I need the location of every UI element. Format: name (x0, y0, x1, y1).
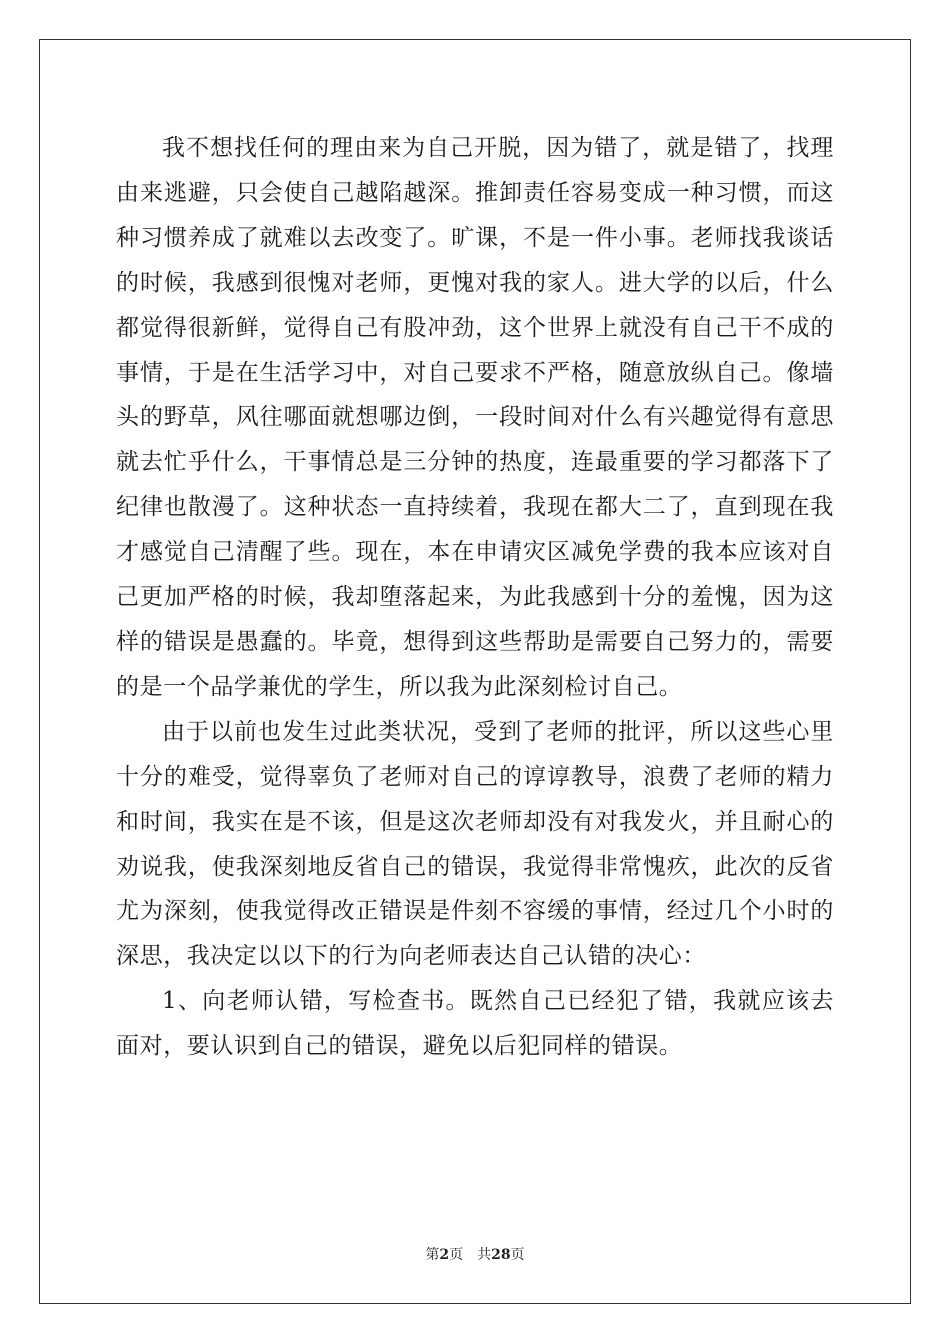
page-prefix: 第 (425, 1247, 440, 1263)
total-pages: 28 (491, 1247, 511, 1263)
page-footer (0, 1246, 950, 1264)
total-prefix: 共 (477, 1247, 492, 1263)
paragraph-2: 由于以前也发生过此类状况，受到了老师的批评，所以这些心里十分的难受，觉得辜负了老师对自己的谆谆教导，浪费了老师的精力和时间，我实在是不该，但是这次老师却没有对我发火，并且耐心的劝说我，使我深刻地反省自己的错误，我觉得非常愧疚，此次的反省尤为深刻，使我觉得改正错误是件刻不容缓的事情，经过几个小时的深思，我决定以以下的行为向老师表达自己认错的决心： (116, 718, 834, 970)
page-number: 2 (439, 1247, 450, 1263)
document-body (116, 126, 834, 1069)
paragraph-3: 1、向老师认错，写检查书。既然自己已经犯了错，我就应该去面对，要认识到自己的错误，避免以后犯同样的错误。 (116, 988, 834, 1060)
page-unit: 页 (449, 1247, 464, 1263)
paragraph-1: 我不想找任何的理由来为自己开脱，因为错了，就是错了，找理由来逃避，只会使自己越陷越深。推卸责任容易变成一种习惯，而这种习惯养成了就难以去改变了。旷课，不是一件小事。老师找我谈话的时候，我感到很愧对老师，更愧对我的家人。进大学的以后，什么都觉得很新鲜，觉得自己有股冲劲，这个世界上就没有自己干不成的事情，于是在生活学习中，对自己要求不严格，随意放纵自己。像墙头的野草，风往哪面就想哪边倒，一段时间对什么有兴趣觉得有意思就去忙乎什么，干事情总是三分钟的热度，连最重要的学习都落下了纪律也散漫了。这种状态一直持续着，我现在都大二了，直到现在我才感觉自己清醒了些。现在，本在申请灾区减免学费的我本应该对自己更加严格的时候，我却堕落起来，为此我感到十分的羞愧，因为这样的错误是愚蠢的。毕竟，想得到这些帮助是需要自己努力的，需要的是一个品学兼优的学生，所以我为此深刻检讨自己。 (116, 135, 834, 700)
total-unit: 页 (510, 1247, 525, 1263)
